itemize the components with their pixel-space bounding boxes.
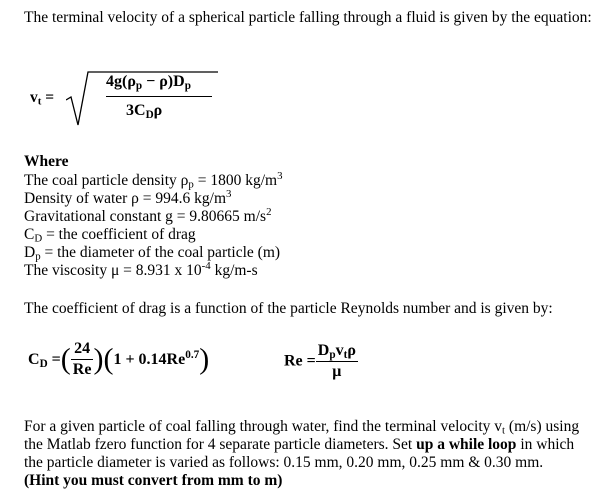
eq2-fraction: $\frac{24}{Re}$ — [72, 340, 92, 378]
reynolds-equation — [284, 342, 358, 381]
eq2-right-paren: ) — [93, 342, 104, 376]
eq2-left-paren: ( — [60, 342, 71, 376]
drag-intro-text: The coefficient of drag is a function of the particle Reynolds number and is given by: — [24, 300, 553, 317]
eq1-numerator: $4g(\rho_p - \rho)D_p$ — [106, 73, 191, 92]
definition-drag-coefficient: $C_D$ = the coefficient of drag — [24, 226, 196, 245]
definition-gravity: Gravitational constant g = 9.80665 $m/s^2$ — [24, 206, 272, 225]
eq1-fraction-bar — [106, 96, 212, 97]
drag-coefficient-equation — [28, 340, 209, 379]
definition-viscosity: The viscosity μ = 8.931 x $10^{-4}$ kg/m-s — [24, 260, 258, 279]
eq2-right-paren-2: ) — [199, 342, 210, 376]
definition-particle-density: The coal particle density $\rho_p = 1800$ $kg/m^3$ — [24, 170, 283, 191]
eq2-rest: $1 + 0.14Re^{0.7}$ — [113, 348, 200, 368]
hint-text: (Hint you must convert from mm to m) — [24, 472, 283, 489]
definition-water-density: Density of water ρ = 994.6 $kg/m^3$ — [24, 188, 232, 207]
intro-text: The terminal velocity of a spherical particle falling through a fluid is given by the equation: — [24, 9, 592, 26]
eq1-lhs: $v_t$ = — [30, 89, 55, 108]
eq3-fraction: $\frac{D_pv_t\rho}{\mu}$ — [317, 342, 356, 380]
definition-diameter: $D_p$ = the diameter of the coal particle (m) — [24, 244, 281, 263]
eq3-lhs: Re = — [284, 352, 316, 370]
eq2-lhs: $C_D$ = — [28, 350, 61, 370]
eq2-left-paren-2: ( — [103, 342, 114, 376]
eq1-denominator: $3C_D\rho$ — [126, 102, 163, 121]
where-heading: Where — [24, 153, 69, 170]
task-text: For a given particle of coal falling through water, find the terminal velocity $v_t$ (m/s) using the Matlab fzero function for 4 separate particle diameters. Set up a while loop in which the particle diameter is varied as follows: 0.15 mm, 0.20 mm, 0.25 mm & 0.30 mm. — [24, 418, 580, 471]
